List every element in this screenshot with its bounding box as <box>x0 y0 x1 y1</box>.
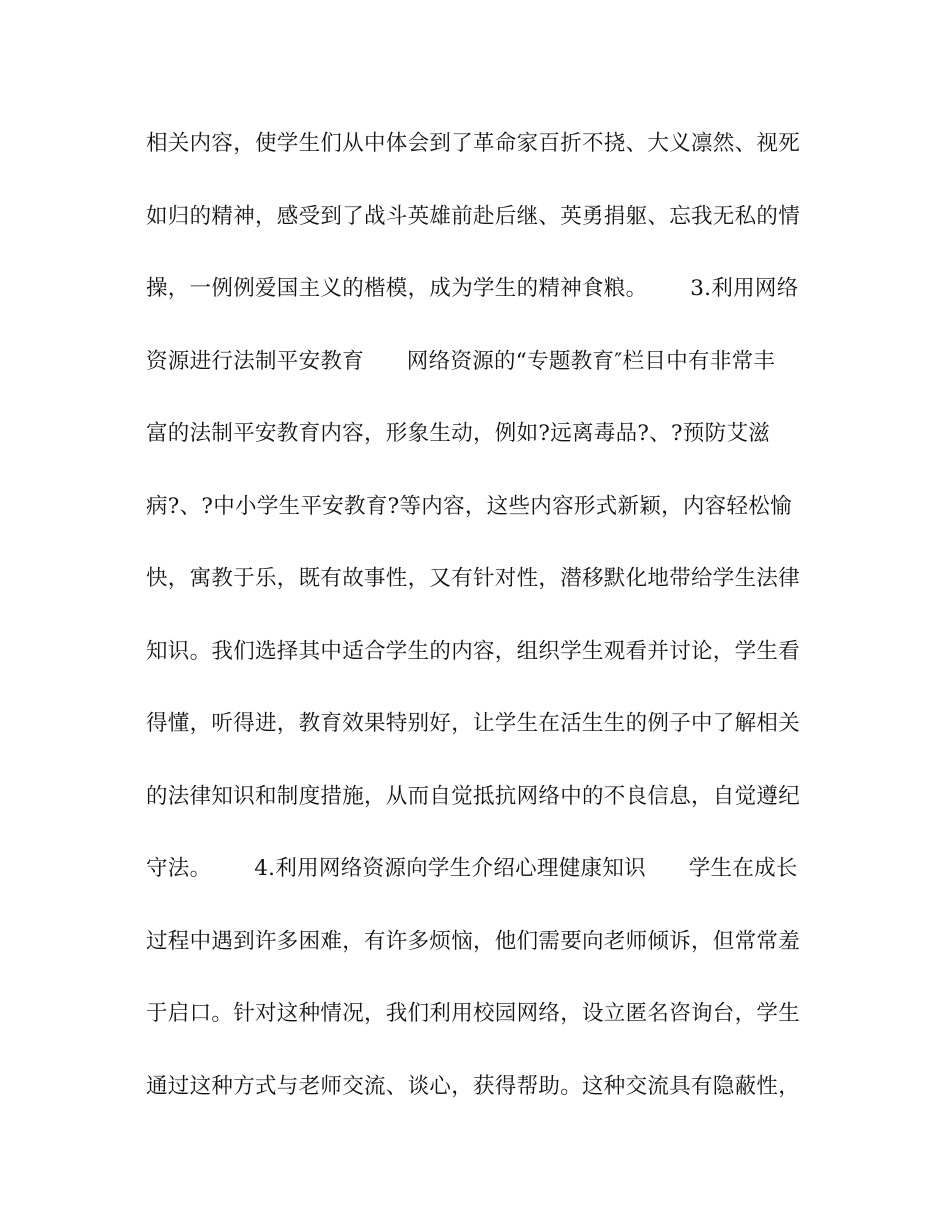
text-line: 知识。我们选择其中适合学生的内容，组织学生观看并讨论，学生看 <box>146 638 801 664</box>
text-line: 如归的精神，感受到了战斗英雄前赴后继、英勇捐躯、忘我无私的情 <box>146 203 801 229</box>
text-line: 操，一例例爱国主义的楷模，成为学生的精神食粮。 3.利用网络 <box>146 276 799 301</box>
text-line: 快，寓教于乐，既有故事性，又有针对性，潜移默化地带给学生法律 <box>146 566 801 591</box>
text-line: 的法律知识和制度措施，从而自觉抵抗网络中的不良信息，自觉遵纪 <box>146 783 801 809</box>
text-line: 得懂，听得进，教育效果特别好，让学生在活生生的例子中了解相关 <box>146 711 801 736</box>
text-line: 于启口。针对这种情况，我们利用校园网络，设立匿名咨询台，学生 <box>146 1001 801 1026</box>
text-line: 相关内容，使学生们从中体会到了革命家百折不挠、大义凛然、视死 <box>146 131 801 156</box>
text-line: 富的法制平安教育内容，形象生动，例如?远离毒品?、?预防艾滋 <box>146 421 771 446</box>
text-line: 守法。 4.利用网络资源向学生介绍心理健康知识 学生在成长 <box>146 856 798 881</box>
text-line: 资源进行法制平安教育 网络资源的“专题教育″栏目中有非常丰 <box>146 348 776 374</box>
text-line: 病?、?中小学生平安教育?等内容，这些内容形式新颖，内容轻松愉 <box>146 493 792 519</box>
text-line: 过程中遇到许多困难，有许多烦恼，他们需要向老师倾诉，但常常羞 <box>146 928 801 954</box>
body-text <box>146 121 806 1136</box>
text-line: 通过这种方式与老师交流、谈心，获得帮助。这种交流具有隐蔽性， <box>146 1073 801 1099</box>
